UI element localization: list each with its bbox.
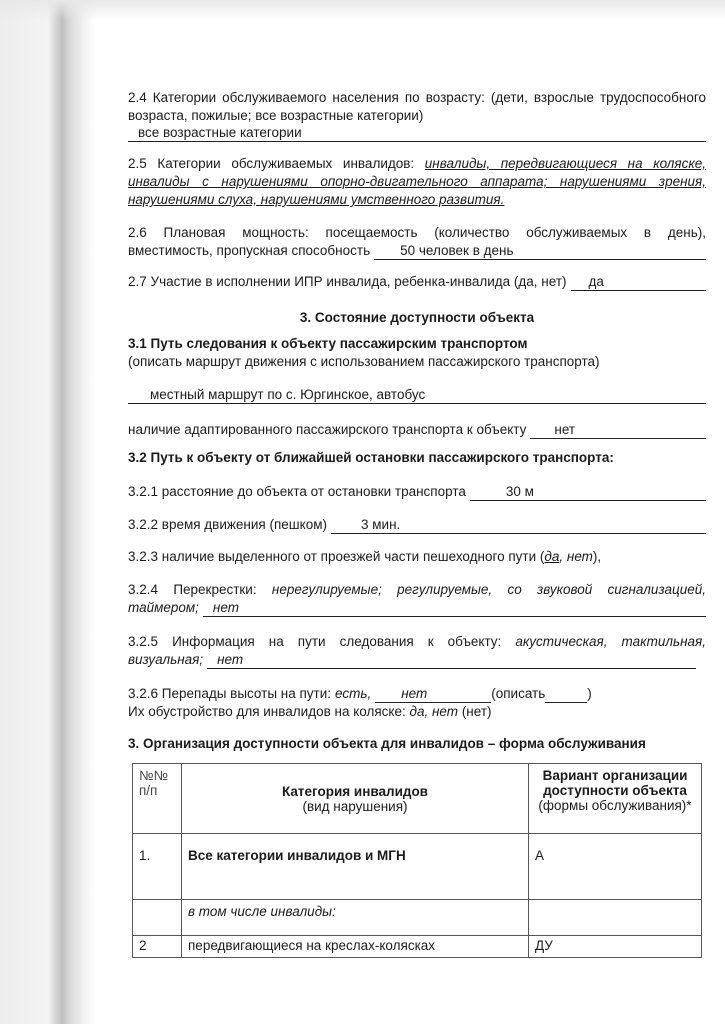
- section-2-7: [128, 273, 706, 291]
- row-variant: ДУ: [529, 936, 702, 958]
- header-variant-title: Вариант организации доступности объекта: [542, 768, 688, 798]
- pedestrian-path-end: ),: [592, 549, 602, 564]
- section-2-4-text: 2.4 Категории обслуживаемого населения по возрасту: (дети, взрослые трудоспособного возраста, пожилые; все возрастные категории): [128, 90, 706, 123]
- disability-categories-value: инвалиды, передвигающиеся на коляске, инвалиды с нарушениями опорно-двигательного аппарата; нарушениями зрения, нарушениями слуха, нарушениями умственного развития.: [128, 156, 706, 207]
- item-3-2-6-label: 3.2.6 Перепады высоты на пути:: [128, 686, 332, 701]
- item-3-2-5: [128, 633, 706, 669]
- section-2-6-line2: вместимость, пропускная способность: [128, 243, 371, 258]
- item-3-2-4-label: 3.2.4 Перекрестки:: [128, 582, 257, 597]
- section-3b-title: 3. Организация доступности объекта для инвалидов – форма обслуживания: [128, 736, 646, 751]
- route-line: [128, 387, 706, 404]
- row-num: 1.: [133, 834, 182, 900]
- crossroads-options-2: таймером;: [128, 600, 199, 615]
- pedestrian-path-option-yes: да: [544, 549, 560, 564]
- table-row: [133, 936, 702, 958]
- info-options: акустическая, тактильная,: [515, 634, 706, 649]
- info-options-2: визуальная;: [128, 652, 204, 667]
- section-2-4: [128, 89, 706, 142]
- item-3-2-5-label: 3.2.5 Информация на пути следования к объекту:: [128, 634, 502, 649]
- row-category: в том числе инвалиды:: [182, 900, 529, 936]
- row-variant: [529, 900, 702, 936]
- section-3-1-note: (описать маршрут движения с использованием пассажирского транспорта): [128, 354, 600, 369]
- item-3-2-1-label: 3.2.1 расстояние до объекта от остановки транспорта: [128, 484, 466, 499]
- pedestrian-path-separator: ,: [559, 549, 567, 564]
- item-3-2-2-label: 3.2.2 время движения (пешком): [128, 517, 327, 532]
- section-2-7-label: 2.7 Участие в исполнении ИПР инвалида, ребенка-инвалида (да, нет): [128, 274, 567, 289]
- wheelchair-arrangement-value: (нет): [461, 704, 492, 719]
- header-variant: [529, 764, 702, 834]
- walk-time-value: 3 мин.: [361, 517, 706, 534]
- table-row: [133, 900, 702, 936]
- height-diff-describe-end: ): [587, 686, 592, 701]
- item-3-2-4: [128, 581, 706, 617]
- adapted-transport-line: [128, 421, 706, 439]
- capacity-value: 50 человек в день: [400, 243, 706, 260]
- height-diff-options: есть,: [335, 686, 372, 701]
- distance-value: 30 м: [506, 484, 706, 501]
- height-diff-describe: (описать: [491, 686, 546, 701]
- table-row: [133, 834, 702, 900]
- wheelchair-arrangement-options: да, нет: [409, 704, 459, 719]
- item-3-2-1: [128, 483, 706, 501]
- service-form-table: [132, 763, 702, 958]
- section-3-title: 3. Состояние доступности объекта: [299, 310, 535, 325]
- adapted-transport-value: нет: [554, 422, 706, 439]
- pedestrian-path-option-no: нет: [566, 549, 593, 564]
- header-variant-sub: (формы обслуживания)*: [538, 798, 692, 813]
- section-2-6-line1: 2.6 Плановая мощность: посещаемость (количество обслуживаемых в день),: [128, 225, 706, 240]
- scan-binding-shadow: [0, 0, 95, 1024]
- row-num: [133, 900, 182, 936]
- header-num: №№ п/п: [133, 764, 182, 834]
- route-value: местный маршрут по с. Юргинское, автобус: [150, 387, 706, 404]
- header-category-title: Категория инвалидов: [282, 783, 428, 799]
- height-diff-value: нет: [401, 686, 491, 703]
- crossroads-value: нет: [213, 600, 706, 617]
- item-3-2-3-label: 3.2.3 наличие выделенного от проезжей части пешеходного пути (: [128, 549, 545, 564]
- row-category: передвигающиеся на креслах-колясках: [182, 936, 529, 958]
- item-3-2-2: [128, 516, 706, 534]
- adapted-transport-label: наличие адаптированного пассажирского транспорта к объекту: [128, 422, 527, 437]
- item-3-2-6: [128, 685, 706, 721]
- ipr-participation-value: да: [585, 274, 707, 291]
- section-3-1: [128, 335, 706, 371]
- section-2-5-label: 2.5 Категории обслуживаемых инвалидов:: [128, 156, 415, 171]
- info-value: нет: [217, 652, 696, 669]
- row-category: Все категории инвалидов и МГН: [182, 834, 529, 900]
- header-category-sub: (вид нарушения): [302, 798, 408, 814]
- section-3-2-title: 3.2 Путь к объекту от ближайшей остановки пассажирского транспорта:: [128, 450, 614, 465]
- wheelchair-arrangement-label: Их обустройство для инвалидов на коляске:: [128, 704, 406, 719]
- row-num: 2: [133, 936, 182, 958]
- header-category: [182, 764, 529, 834]
- section-2-5: [128, 155, 706, 209]
- row-variant: А: [529, 834, 702, 900]
- table-header-row: [133, 764, 702, 834]
- scan-top-shadow: [0, 0, 725, 20]
- age-categories-value: все возрастные категории: [138, 125, 706, 142]
- section-2-6: [128, 224, 706, 260]
- item-3-2-3: [128, 548, 706, 566]
- section-3-1-title: 3.1 Путь следования к объекту пассажирским транспортом: [128, 336, 528, 351]
- crossroads-options: нерегулируемые; регулируемые, со звуковой сигнализацией,: [271, 582, 706, 597]
